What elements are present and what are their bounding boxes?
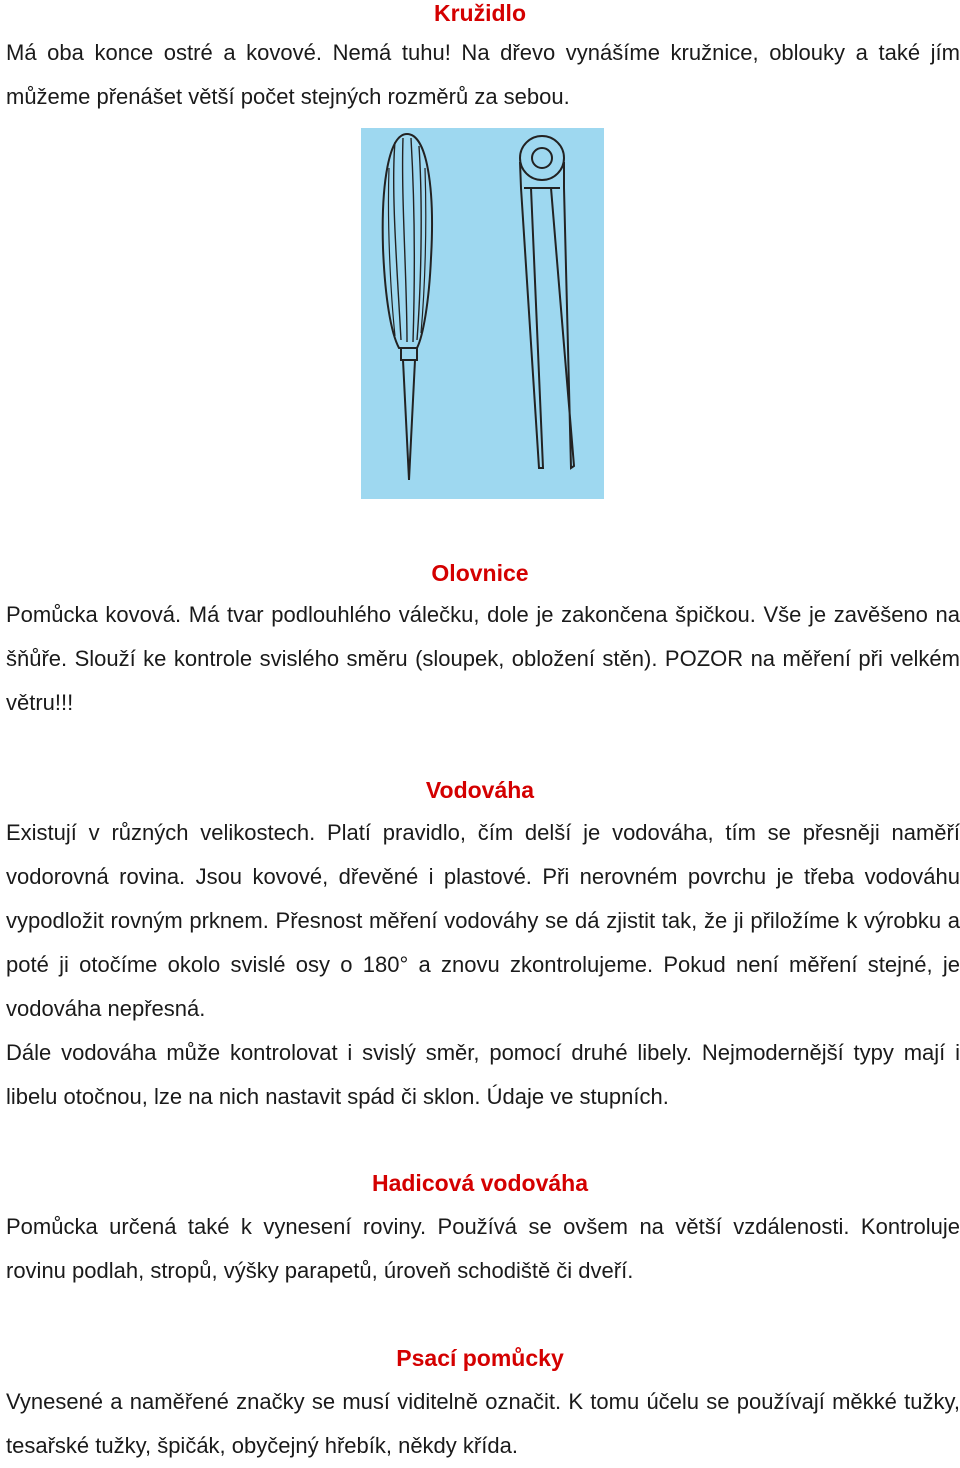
- paragraph-olovnice: Pomůcka kovová. Má tvar podlouhlého válečku, dole je zakončena špičkou. Vše je zavěšeno na šňůře. Slouží ke kontrole svislého směru (sloupek, obložení stěn). POZOR na měření při velkém větru!!!: [6, 602, 960, 715]
- paragraph-kruzidlo: Má oba konce ostré a kovové. Nemá tuhu! Na dřevo vynášíme kružnice, oblouky a také jím můžeme přenášet větší počet stejných rozměrů za sebou.: [6, 40, 960, 109]
- tools-illustration: [361, 128, 604, 499]
- paragraph-hadicova-vodovaha: Pomůcka určená také k vynesení roviny. Používá se ovšem na větší vzdálenosti. Kontroluje rovinu podlah, stropů, výšky parapetů, úroveň schodiště či dveří.: [6, 1214, 960, 1283]
- tools-illustration-svg: [361, 128, 604, 499]
- paragraph-vodovaha-1: Existují v různých velikostech. Platí pravidlo, čím delší je vodováha, tím se přesněji naměří vodorovná rovina. Jsou kovové, dřevěné i plastové. Při nerovném povrchu je třeba vodováhu vypodložit rovným prknem. Přesnost měření vodováhy se dá zjistit tak, že ji přiložíme k výrobku a poté ji otočíme okolo svislé osy o 180° a znovu zkontrolujeme. Pokud není měření stejné, je vodováha nepřesná.: [6, 820, 960, 1021]
- heading-kruzidlo: Kružidlo: [434, 0, 526, 26]
- paragraph-vodovaha-2: Dále vodováha může kontrolovat i svislý směr, pomocí druhé libely. Nejmodernější typy mají i libelu otočnou, lze na nich nastavit spád či sklon. Údaje ve stupních.: [6, 1040, 960, 1109]
- heading-vodovaha: Vodováha: [425, 777, 535, 803]
- heading-hadicova-vodovaha: Hadicová vodováha: [371, 1170, 589, 1196]
- paragraph-psaci-pomucky: Vynesené a naměřené značky se musí viditelně označit. K tomu účelu se používají měkké tužky, tesařské tužky, špičák, obyčejný hřebík, někdy křída.: [6, 1389, 960, 1458]
- heading-olovnice: Olovnice: [431, 560, 529, 586]
- heading-psaci-pomucky: Psací pomůcky: [396, 1345, 564, 1371]
